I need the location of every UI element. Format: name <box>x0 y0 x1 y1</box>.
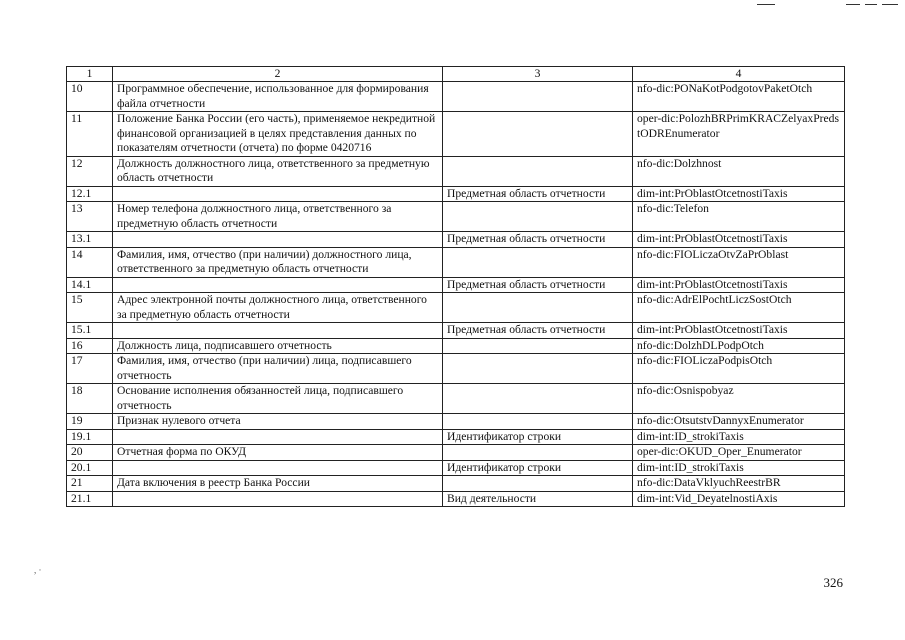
scan-mark <box>757 4 775 5</box>
row-element-cell: nfo-dic:FIOLiczaPodpisOtch <box>633 354 845 384</box>
row-name-cell: Основание исполнения обязанностей лица, подписавшего отчетность <box>113 384 443 414</box>
row-element-cell: nfo-dic:Telefon <box>633 202 845 232</box>
row-number-cell: 20.1 <box>67 460 113 476</box>
row-dimension-cell <box>443 293 633 323</box>
row-name-cell <box>113 277 443 293</box>
row-number-cell: 19 <box>67 414 113 430</box>
row-number-cell: 21 <box>67 476 113 492</box>
row-dimension-cell <box>443 445 633 461</box>
table-row <box>67 384 845 414</box>
row-number-cell: 13.1 <box>67 232 113 248</box>
row-element-cell: dim-int:Vid_DeyatelnostiAxis <box>633 491 845 507</box>
table-row <box>67 338 845 354</box>
row-element-cell: dim-int:PrOblastOtcetnostiTaxis <box>633 186 845 202</box>
report-table-body <box>67 67 845 507</box>
header-cell-4: 4 <box>633 67 845 82</box>
row-number-cell: 15.1 <box>67 323 113 339</box>
row-element-cell: dim-int:PrOblastOtcetnostiTaxis <box>633 277 845 293</box>
row-number-cell: 18 <box>67 384 113 414</box>
row-number-cell: 11 <box>67 112 113 157</box>
row-element-cell: nfo-dic:Dolzhnost <box>633 156 845 186</box>
scan-mark <box>846 4 860 5</box>
row-name-cell: Адрес электронной почты должностного лица, ответственного за предметную область отчетности <box>113 293 443 323</box>
row-number-cell: 13 <box>67 202 113 232</box>
table-row <box>67 429 845 445</box>
row-dimension-cell: Идентификатор строки <box>443 429 633 445</box>
table-row <box>67 82 845 112</box>
row-dimension-cell <box>443 476 633 492</box>
table-row <box>67 460 845 476</box>
header-cell-2: 2 <box>113 67 443 82</box>
row-name-cell <box>113 186 443 202</box>
row-name-cell: Должность должностного лица, ответственного за предметную область отчетности <box>113 156 443 186</box>
table-row <box>67 476 845 492</box>
row-element-cell: dim-int:ID_strokiTaxis <box>633 429 845 445</box>
row-number-cell: 12 <box>67 156 113 186</box>
row-dimension-cell: Предметная область отчетности <box>443 186 633 202</box>
table-row <box>67 491 845 507</box>
row-element-cell: nfo-dic:OtsutstvDannyxEnumerator <box>633 414 845 430</box>
row-element-cell: oper-dic:OKUD_Oper_Enumerator <box>633 445 845 461</box>
row-name-cell: Отчетная форма по ОКУД <box>113 445 443 461</box>
row-number-cell: 14.1 <box>67 277 113 293</box>
row-number-cell: 20 <box>67 445 113 461</box>
page-number: 326 <box>823 575 843 590</box>
row-dimension-cell <box>443 247 633 277</box>
row-dimension-cell <box>443 156 633 186</box>
row-number-cell: 17 <box>67 354 113 384</box>
row-name-cell <box>113 232 443 248</box>
row-name-cell: Программное обеспечение, использованное для формирования файла отчетности <box>113 82 443 112</box>
scan-marks <box>0 0 905 12</box>
row-dimension-cell <box>443 338 633 354</box>
row-dimension-cell: Вид деятельности <box>443 491 633 507</box>
row-number-cell: 15 <box>67 293 113 323</box>
row-number-cell: 21.1 <box>67 491 113 507</box>
scan-mark <box>882 4 898 5</box>
table-row <box>67 354 845 384</box>
table-row <box>67 293 845 323</box>
row-name-cell: Должность лица, подписавшего отчетность <box>113 338 443 354</box>
report-table <box>66 66 845 507</box>
row-element-cell: nfo-dic:DolzhDLPodpOtch <box>633 338 845 354</box>
row-dimension-cell: Предметная область отчетности <box>443 323 633 339</box>
row-number-cell: 12.1 <box>67 186 113 202</box>
row-dimension-cell: Идентификатор строки <box>443 460 633 476</box>
table-row <box>67 112 845 157</box>
row-name-cell: Фамилия, имя, отчество (при наличии) лица, подписавшего отчетность <box>113 354 443 384</box>
row-number-cell: 19.1 <box>67 429 113 445</box>
table-row <box>67 202 845 232</box>
row-element-cell: nfo-dic:DataVklyuchReestrBR <box>633 476 845 492</box>
row-element-cell: nfo-dic:FIOLiczaOtvZaPrOblast <box>633 247 845 277</box>
row-name-cell: Признак нулевого отчета <box>113 414 443 430</box>
row-element-cell: dim-int:PrOblastOtcetnostiTaxis <box>633 323 845 339</box>
header-cell-1: 1 <box>67 67 113 82</box>
row-name-cell <box>113 429 443 445</box>
row-name-cell <box>113 491 443 507</box>
scan-mark <box>865 4 877 5</box>
table-row <box>67 247 845 277</box>
row-number-cell: 16 <box>67 338 113 354</box>
row-element-cell: oper-dic:PolozhBRPrimKRACZelyaxPredstODREnumerator <box>633 112 845 157</box>
row-number-cell: 10 <box>67 82 113 112</box>
row-name-cell: Положение Банка России (его часть), применяемое некредитной финансовой организацией в целях представления данных по показателям отчетности (отчета) по форме 0420716 <box>113 112 443 157</box>
table-header-row <box>67 67 845 82</box>
row-dimension-cell <box>443 384 633 414</box>
header-cell-3: 3 <box>443 67 633 82</box>
table-row <box>67 414 845 430</box>
scan-speck: , · <box>34 565 42 575</box>
row-name-cell <box>113 323 443 339</box>
table-row <box>67 232 845 248</box>
row-dimension-cell <box>443 354 633 384</box>
row-dimension-cell: Предметная область отчетности <box>443 232 633 248</box>
table-row <box>67 445 845 461</box>
row-dimension-cell: Предметная область отчетности <box>443 277 633 293</box>
row-name-cell: Фамилия, имя, отчество (при наличии) должностного лица, ответственного за предметную область отчетности <box>113 247 443 277</box>
row-number-cell: 14 <box>67 247 113 277</box>
row-element-cell: dim-int:PrOblastOtcetnostiTaxis <box>633 232 845 248</box>
row-element-cell: dim-int:ID_strokiTaxis <box>633 460 845 476</box>
row-dimension-cell <box>443 82 633 112</box>
row-element-cell: nfo-dic:AdrElPochtLiczSostOtch <box>633 293 845 323</box>
row-element-cell: nfo-dic:Osnispobyaz <box>633 384 845 414</box>
row-dimension-cell <box>443 414 633 430</box>
table-row <box>67 186 845 202</box>
row-element-cell: nfo-dic:PONaKotPodgotovPaketOtch <box>633 82 845 112</box>
row-name-cell: Дата включения в реестр Банка России <box>113 476 443 492</box>
table-row <box>67 156 845 186</box>
row-name-cell <box>113 460 443 476</box>
table-row <box>67 277 845 293</box>
table-row <box>67 323 845 339</box>
row-dimension-cell <box>443 202 633 232</box>
row-name-cell: Номер телефона должностного лица, ответственного за предметную область отчетности <box>113 202 443 232</box>
row-dimension-cell <box>443 112 633 157</box>
